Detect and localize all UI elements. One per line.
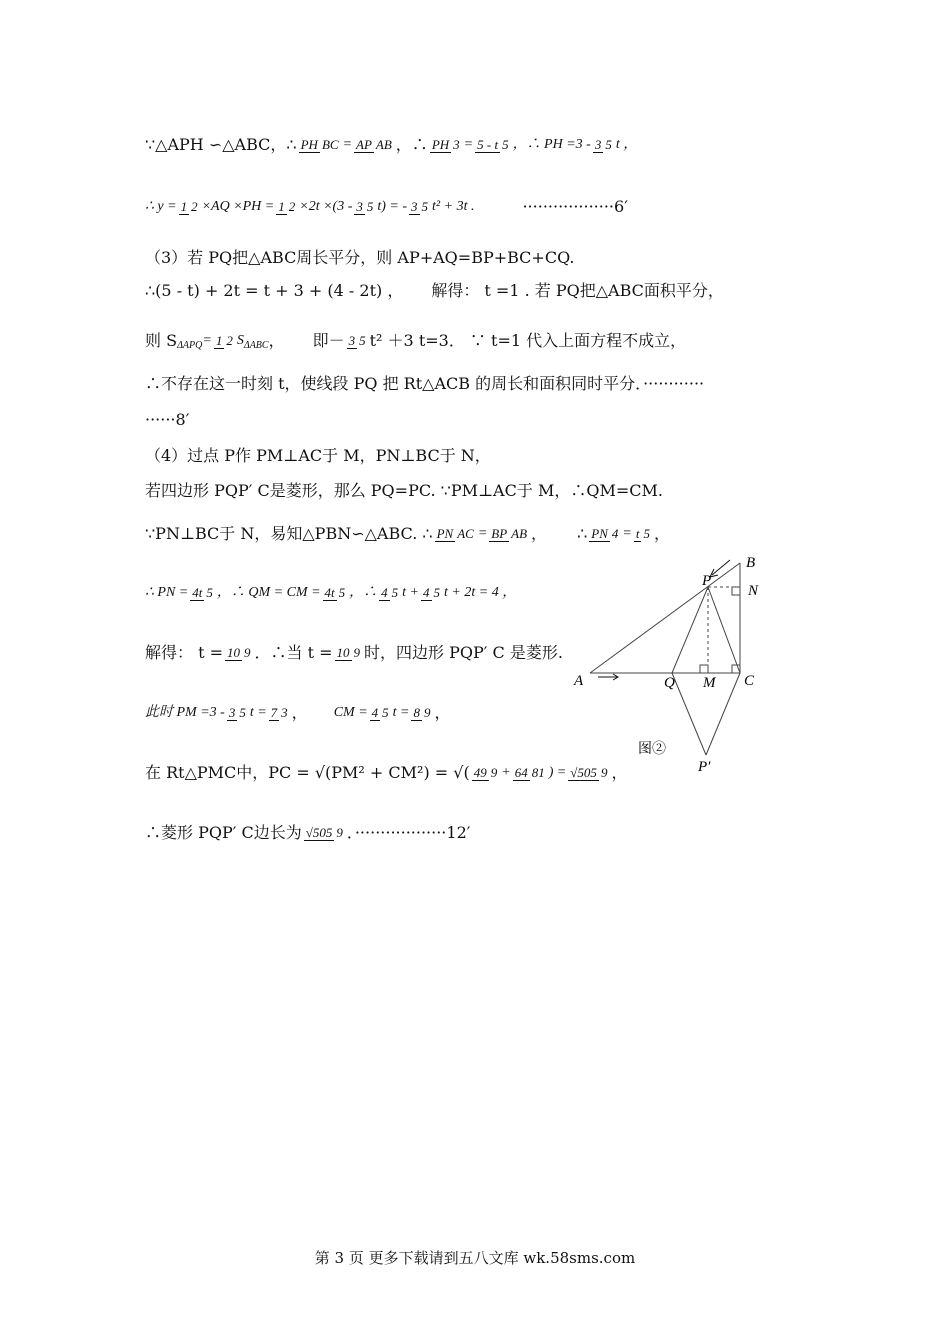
num: PN bbox=[436, 526, 454, 541]
fraction bbox=[430, 137, 462, 153]
den: BC bbox=[321, 137, 339, 152]
fraction bbox=[354, 137, 394, 153]
label-P-prime: P′ bbox=[698, 759, 711, 775]
den: 9 bbox=[423, 705, 431, 720]
den: 9 bbox=[336, 825, 343, 840]
text: = bbox=[342, 137, 353, 152]
segment-PC bbox=[708, 587, 740, 673]
den: 5 bbox=[382, 705, 389, 720]
text: ∴ PN = bbox=[145, 585, 189, 600]
text: ×2t ×(3 - bbox=[299, 199, 353, 214]
fraction bbox=[335, 645, 363, 661]
den: 5 bbox=[502, 137, 509, 152]
solution-line-15 bbox=[145, 823, 470, 843]
text: 时，四边形 PQP′ C 是菱形. bbox=[364, 643, 563, 662]
label-M: M bbox=[703, 675, 716, 691]
text: = bbox=[202, 333, 212, 348]
text: （3）若 PQ把△ABC周长平分，则 AP+AQ=BP+BC+CQ. bbox=[145, 248, 575, 267]
solution-line-3 bbox=[145, 248, 574, 268]
text: ，∴ PH =3 - bbox=[512, 137, 591, 152]
text: 在 Rt△PMC中，PC = √(PM² + CM²) = √( bbox=[145, 763, 470, 782]
figure-caption: 图② bbox=[638, 741, 666, 757]
fraction bbox=[409, 199, 430, 215]
den: 9 bbox=[353, 645, 361, 660]
fraction bbox=[179, 199, 200, 215]
fraction bbox=[634, 526, 652, 542]
fraction bbox=[354, 199, 375, 215]
den: 3 bbox=[281, 705, 288, 720]
num: 1 bbox=[278, 199, 285, 214]
fraction bbox=[489, 526, 529, 542]
text: ， bbox=[611, 763, 628, 782]
den: AB bbox=[375, 137, 392, 152]
num: 10 bbox=[336, 645, 350, 660]
den: 5 bbox=[366, 199, 374, 214]
num: PH bbox=[431, 137, 450, 152]
text: t² + 3t . bbox=[432, 199, 475, 214]
den: 5 bbox=[433, 585, 441, 600]
solution-line-5 bbox=[145, 326, 686, 356]
den: 2 bbox=[226, 333, 233, 348]
label-A: A bbox=[574, 673, 584, 689]
text: t ， bbox=[615, 137, 638, 152]
solution-line-10 bbox=[145, 524, 670, 544]
den: 5 bbox=[338, 585, 346, 600]
fraction bbox=[269, 705, 290, 721]
text: 解得： t =1 . 若 PQ把△ABC面积平分， bbox=[431, 281, 724, 300]
fraction bbox=[475, 137, 510, 153]
num: 1 bbox=[180, 199, 188, 214]
text: = bbox=[622, 526, 632, 541]
text: ∵△APH ∽△ABC，∴ bbox=[145, 135, 297, 154]
num: 5 - t bbox=[477, 137, 499, 152]
fraction bbox=[472, 765, 500, 781]
fraction bbox=[227, 705, 248, 721]
solution-line-9 bbox=[145, 481, 663, 501]
solution-line-12 bbox=[145, 643, 563, 663]
fraction bbox=[225, 645, 253, 661]
segment-QPp bbox=[672, 673, 706, 755]
solution-line-7 bbox=[145, 410, 189, 430]
solution-line-8 bbox=[145, 446, 491, 466]
text: = bbox=[463, 137, 474, 152]
num: 4t bbox=[324, 585, 335, 600]
text: t = bbox=[392, 705, 410, 720]
fraction bbox=[370, 705, 391, 721]
den: 5 bbox=[359, 333, 366, 348]
num: 4 bbox=[371, 705, 379, 720]
den: 81 bbox=[531, 765, 545, 780]
num: √505 bbox=[305, 825, 333, 840]
right-angle-M bbox=[700, 665, 708, 673]
solution-line-1 bbox=[145, 135, 637, 155]
fraction bbox=[190, 585, 215, 601]
text: t² ＋3 t=3． ∵ t=1 代入上面方程不成立， bbox=[369, 331, 687, 350]
num: 3 bbox=[356, 199, 363, 214]
geometry-figure bbox=[560, 545, 790, 785]
text: ， bbox=[434, 703, 451, 722]
fraction bbox=[589, 526, 620, 542]
text: ， bbox=[291, 703, 308, 722]
text: + bbox=[501, 765, 511, 780]
fraction bbox=[593, 137, 614, 153]
num: 4t bbox=[192, 585, 203, 600]
label-B: B bbox=[746, 555, 756, 571]
text: ， bbox=[653, 524, 670, 543]
label-N: N bbox=[748, 583, 759, 599]
text: 若四边形 PQP′ C是菱形，那么 PQ=PC. ∵PM⊥AC于 M，∴QM=CM. bbox=[145, 481, 663, 500]
text: 即－ bbox=[312, 331, 345, 350]
text: ， bbox=[531, 524, 548, 543]
text: t + 2t = 4 ， bbox=[444, 585, 517, 600]
num: 3 bbox=[594, 137, 602, 152]
den: 9 bbox=[600, 765, 608, 780]
solution-line-13 bbox=[145, 703, 451, 723]
text: ，∴ bbox=[349, 585, 378, 600]
den: 3 bbox=[453, 137, 460, 152]
text: ∴(5 - t) + 2t = t + 3 + (4 - 2t) ， bbox=[145, 281, 404, 300]
score-marker: ······8′ bbox=[145, 410, 190, 429]
num: 49 bbox=[473, 765, 487, 780]
num: 1 bbox=[215, 333, 223, 348]
solution-line-11 bbox=[145, 583, 516, 603]
text: ，∴ bbox=[395, 135, 428, 154]
text: ∴菱形 PQP′ C边长为 bbox=[145, 823, 302, 842]
page-footer: 第 3 页 更多下载请到五八文库 wk.58sms.com bbox=[314, 1249, 636, 1267]
text: CM = bbox=[333, 705, 368, 720]
text: ) = bbox=[548, 765, 567, 780]
fraction bbox=[421, 585, 442, 601]
den: 5 bbox=[643, 526, 650, 541]
num: √505 bbox=[570, 765, 597, 780]
text: 解得： t = bbox=[145, 643, 224, 662]
text: ．··················12′ bbox=[346, 823, 471, 842]
text: 则 S bbox=[145, 331, 178, 350]
subscript: ΔAPQ bbox=[177, 340, 203, 351]
fraction bbox=[513, 765, 547, 781]
text: t = bbox=[249, 705, 267, 720]
num: 8 bbox=[413, 705, 420, 720]
fraction bbox=[411, 705, 432, 721]
num: 4 bbox=[381, 585, 388, 600]
right-angle-N bbox=[732, 587, 740, 595]
solution-line-14 bbox=[145, 763, 627, 783]
label-C: C bbox=[744, 673, 755, 689]
num: t bbox=[635, 526, 640, 541]
text: = bbox=[477, 526, 488, 541]
score-marker: ··················6′ bbox=[522, 197, 628, 216]
den: 4 bbox=[611, 526, 619, 541]
solution-line-2 bbox=[145, 197, 628, 217]
num: 3 bbox=[411, 199, 418, 214]
text: ×AQ ×PH = bbox=[201, 199, 275, 214]
den: 5 bbox=[391, 585, 399, 600]
den: AC bbox=[457, 526, 474, 541]
den: 5 bbox=[421, 199, 429, 214]
text: t) = - bbox=[377, 199, 408, 214]
fraction bbox=[435, 526, 476, 542]
num: 4 bbox=[423, 585, 430, 600]
fraction bbox=[214, 333, 235, 349]
den: 2 bbox=[288, 199, 296, 214]
num: PH bbox=[300, 137, 318, 152]
label-P: P bbox=[702, 573, 712, 589]
den: 5 bbox=[239, 705, 246, 720]
fraction bbox=[347, 333, 368, 349]
segment-AB bbox=[590, 563, 740, 673]
text: ．∴当 t = bbox=[254, 643, 333, 662]
num: 3 bbox=[348, 333, 356, 348]
text: ，∴ QM = CM = bbox=[216, 585, 321, 600]
solution-line-4 bbox=[145, 281, 724, 301]
text: S bbox=[236, 333, 244, 348]
text: （4）过点 P作 PM⊥AC于 M，PN⊥BC于 N， bbox=[145, 446, 491, 465]
solution-line-6 bbox=[145, 374, 704, 394]
num: 3 bbox=[228, 705, 236, 720]
label-Q: Q bbox=[664, 675, 675, 691]
text: 此时 PM =3 - bbox=[145, 705, 225, 720]
den: AB bbox=[511, 526, 528, 541]
num: AP bbox=[356, 137, 372, 152]
text: ∴不存在这一时刻 t，使线段 PQ 把 Rt△ACB 的周长和面积同时平分．············ bbox=[145, 374, 705, 393]
num: PN bbox=[591, 526, 608, 541]
text: ， bbox=[268, 331, 285, 350]
fraction bbox=[276, 199, 297, 215]
text: ∵PN⊥BC于 N，易知△PBN∽△ABC. ∴ bbox=[145, 524, 433, 543]
text: ∴ bbox=[577, 524, 588, 543]
den: 5 bbox=[605, 137, 612, 152]
num: 10 bbox=[227, 645, 241, 660]
fraction bbox=[304, 825, 345, 841]
den: 2 bbox=[191, 199, 198, 214]
text: t + bbox=[402, 585, 420, 600]
den: 9 bbox=[244, 645, 251, 660]
num: BP bbox=[491, 526, 508, 541]
text: ∴ y = bbox=[145, 199, 177, 214]
fraction bbox=[379, 585, 400, 601]
den: 9 bbox=[490, 765, 498, 780]
num: 64 bbox=[514, 765, 528, 780]
subscript: ΔABC bbox=[243, 340, 269, 351]
fraction bbox=[299, 137, 341, 153]
fraction bbox=[323, 585, 348, 601]
num: 7 bbox=[270, 705, 278, 720]
den: 5 bbox=[206, 585, 213, 600]
